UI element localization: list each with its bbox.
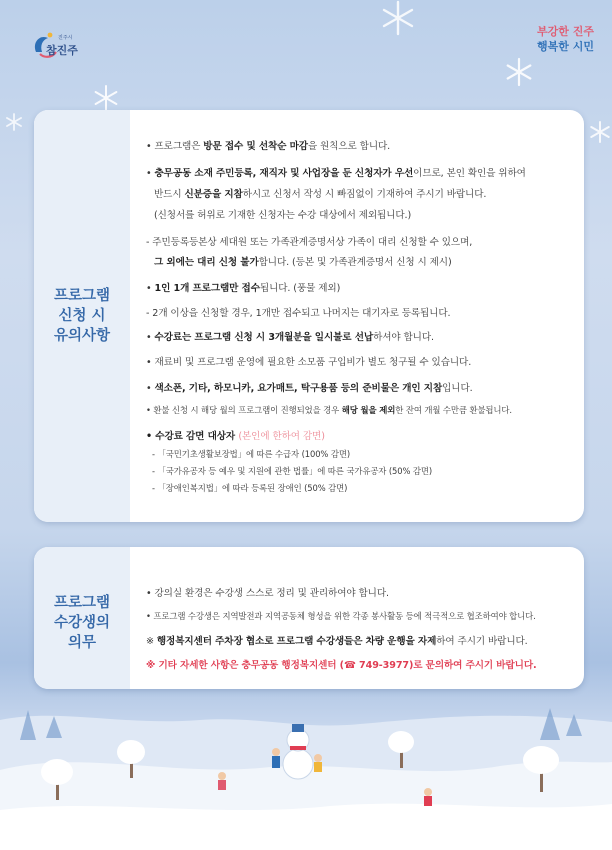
contact-notice: ※ 기타 자세한 사항은 충무공동 행정복지센터 (☎ 749-3977)로 문의하여 주시기 바랍니다. <box>146 660 537 671</box>
list-item: • 1인 1개 프로그램만 접수됩니다. (풍물 제외) <box>146 283 341 294</box>
section-title-line: 의무 <box>67 635 96 651</box>
list-item: (신청서를 허위로 기재한 신청자는 수강 대상에서 제외됩니다.) <box>154 210 412 221</box>
panel-sidebar <box>34 110 130 522</box>
list-item: 그 외에는 대리 신청 불가합니다. (등본 및 가족관계증명서 신청 시 제시) <box>154 257 452 268</box>
discount-item: - 「국가유공자 등 예우 및 지원에 관한 법률」에 따른 국가유공자 (50% 감면) <box>152 466 433 476</box>
panel-sidebar <box>34 547 130 689</box>
discount-title: • 수강료 감면 대상자 (본인에 한하여 감면) <box>146 431 325 442</box>
list-item: • 수강료는 프로그램 신청 시 3개월분을 일시불로 선납하셔야 합니다. <box>146 332 434 343</box>
duty-panel <box>34 547 584 689</box>
slogan <box>537 24 594 54</box>
section-title <box>34 286 130 346</box>
discount-item: - 「국민기초생활보장법」에 따른 수급자 (100% 감면) <box>152 449 350 459</box>
logo-subtext: 진주시 <box>58 35 73 41</box>
section-title-line: 프로그램 <box>53 595 111 611</box>
notice-panel <box>34 110 584 522</box>
list-item: • 프로그램은 방문 접수 및 선착순 마감을 원칙으로 합니다. <box>146 141 391 152</box>
section-title-line: 유의사항 <box>53 328 111 344</box>
snowflake-icon <box>4 112 24 132</box>
slogan-line-2: 행복한 시민 <box>537 40 594 53</box>
city-logo <box>30 28 80 62</box>
child-figure-icon <box>218 772 226 790</box>
child-figure-icon <box>272 748 280 768</box>
snowflake-icon <box>92 84 120 112</box>
list-item: • 환불 신청 시 해당 월의 프로그램이 진행되었을 경우 해당 월을 제외한 잔여 개월 수만큼 환불됩니다. <box>146 405 512 415</box>
slogan-line-1: 부강한 진주 <box>537 25 594 38</box>
snowflake-icon <box>588 120 612 144</box>
snowflake-icon <box>503 56 535 88</box>
section-title-line: 신청 시 <box>58 308 106 324</box>
list-item: • 충무공동 소재 주민등록, 재직자 및 사업장을 둔 신청자가 우선이므로, 본인 확인을 위하여 <box>146 168 526 179</box>
list-item: 반드시 신분증을 지참하시고 신청서 작성 시 빠짐없이 기재하여 주시기 바랍니다. <box>154 189 487 200</box>
list-item: • 색소폰, 기타, 하모니카, 요가매트, 탁구용품 등의 준비물은 개인 지참입니다. <box>146 383 473 394</box>
child-figure-icon <box>424 788 432 806</box>
winter-scene-illustration <box>0 680 612 850</box>
notice-list <box>146 110 574 522</box>
section-title-line: 수강생의 <box>53 615 111 631</box>
list-item: - 주민등록등본상 세대원 또는 가족관계증명서상 가족이 대리 신청할 수 있으며, <box>146 237 473 248</box>
duty-list <box>146 547 574 689</box>
discount-item: - 「장애인복지법」에 따라 등록된 장애인 (50% 감면) <box>152 483 348 493</box>
list-item: • 프로그램 수강생은 지역발전과 지역공동체 형성을 위한 각종 봉사활동 등에 적극적으로 협조하여야 합니다. <box>146 611 536 621</box>
list-item: • 재료비 및 프로그램 운영에 필요한 소모품 구입비가 별도 청구될 수 있습니다. <box>146 357 472 368</box>
list-item: • 강의실 환경은 수강생 스스로 정리 및 관리하여야 합니다. <box>146 588 389 599</box>
snowflake-icon <box>378 0 418 36</box>
section-title <box>34 593 130 653</box>
section-title-line: 프로그램 <box>53 288 111 304</box>
child-figure-icon <box>314 754 322 772</box>
list-item: ※ 행정복지센터 주차장 협소로 프로그램 수강생들은 차량 운행을 자제하여 주시기 바랍니다. <box>146 636 528 647</box>
logo-text: 참진주 <box>46 44 78 57</box>
list-item: - 2개 이상을 신청할 경우, 1개만 접수되고 나머지는 대기자로 등록됩니다. <box>146 308 451 319</box>
